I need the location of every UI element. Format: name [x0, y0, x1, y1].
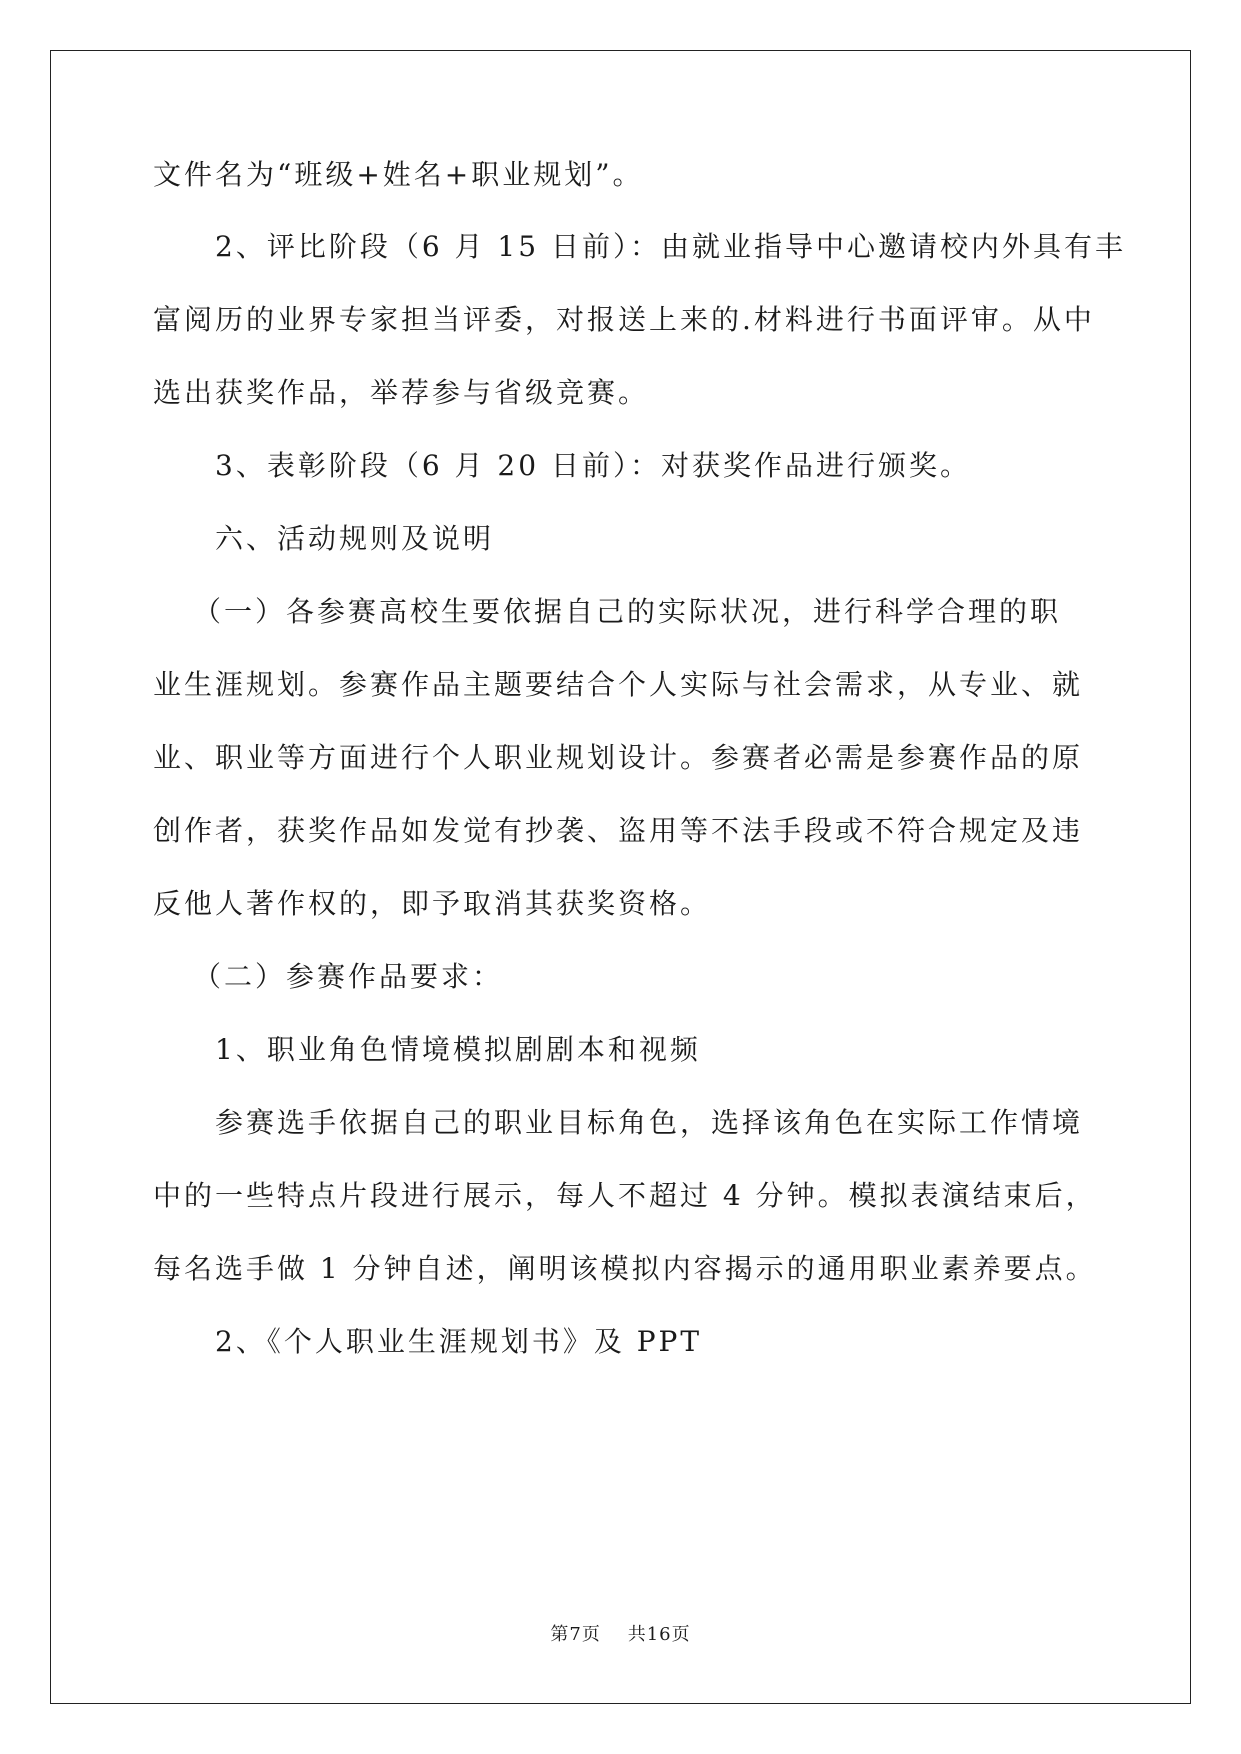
page-total: 共16页 — [627, 1624, 691, 1645]
text-line: 创作者，获奖作品如发觉有抄袭、盗用等不法手段或不符合规定及违 — [153, 814, 1084, 847]
text-line: 反他人著作权的，即予取消其获奖资格。 — [153, 887, 712, 920]
text-line: 2、《个人职业生涯规划书》及 PPT — [215, 1325, 703, 1358]
text-line: 文件名为“班级+姓名+职业规划”。 — [153, 158, 644, 191]
text-line: 业、职业等方面进行个人职业规划设计。参赛者必需是参赛作品的原 — [153, 741, 1084, 774]
text-line: 选出获奖作品，举荐参与省级竞赛。 — [153, 376, 650, 409]
text-line: 富阅历的业界专家担当评委，对报送上来的.材料进行书面评审。从中 — [153, 303, 1095, 336]
text-line: 业生涯规划。参赛作品主题要结合个人实际与社会需求，从专业、就 — [153, 668, 1084, 701]
text-line: 参赛选手依据自己的职业目标角色，选择该角色在实际工作情境 — [215, 1106, 1084, 1139]
text-line: 中的一些特点片段进行展示，每人不超过 4 分钟。模拟表演结束后， — [153, 1179, 1097, 1212]
text-line: （一）各参赛高校生要依据自己的实际状况，进行科学合理的职 — [193, 595, 1062, 628]
text-line: 每名选手做 1 分钟自述，阐明该模拟内容揭示的通用职业素养要点。 — [153, 1252, 1097, 1285]
text-line: 3、表彰阶段（6 月 20 日前）：对获奖作品进行颁奖。 — [215, 449, 971, 482]
section-heading: 六、活动规则及说明 — [215, 522, 495, 555]
text-line: 2、评比阶段（6 月 15 日前）：由就业指导中心邀请校内外具有丰 — [215, 230, 1126, 263]
text-line: 1、职业角色情境模拟剧剧本和视频 — [215, 1033, 701, 1066]
page-number: 第7页 — [550, 1624, 601, 1645]
page-border — [50, 50, 1191, 1704]
page-footer — [0, 1620, 1241, 1646]
subsection-heading: （二）参赛作品要求： — [193, 960, 504, 993]
